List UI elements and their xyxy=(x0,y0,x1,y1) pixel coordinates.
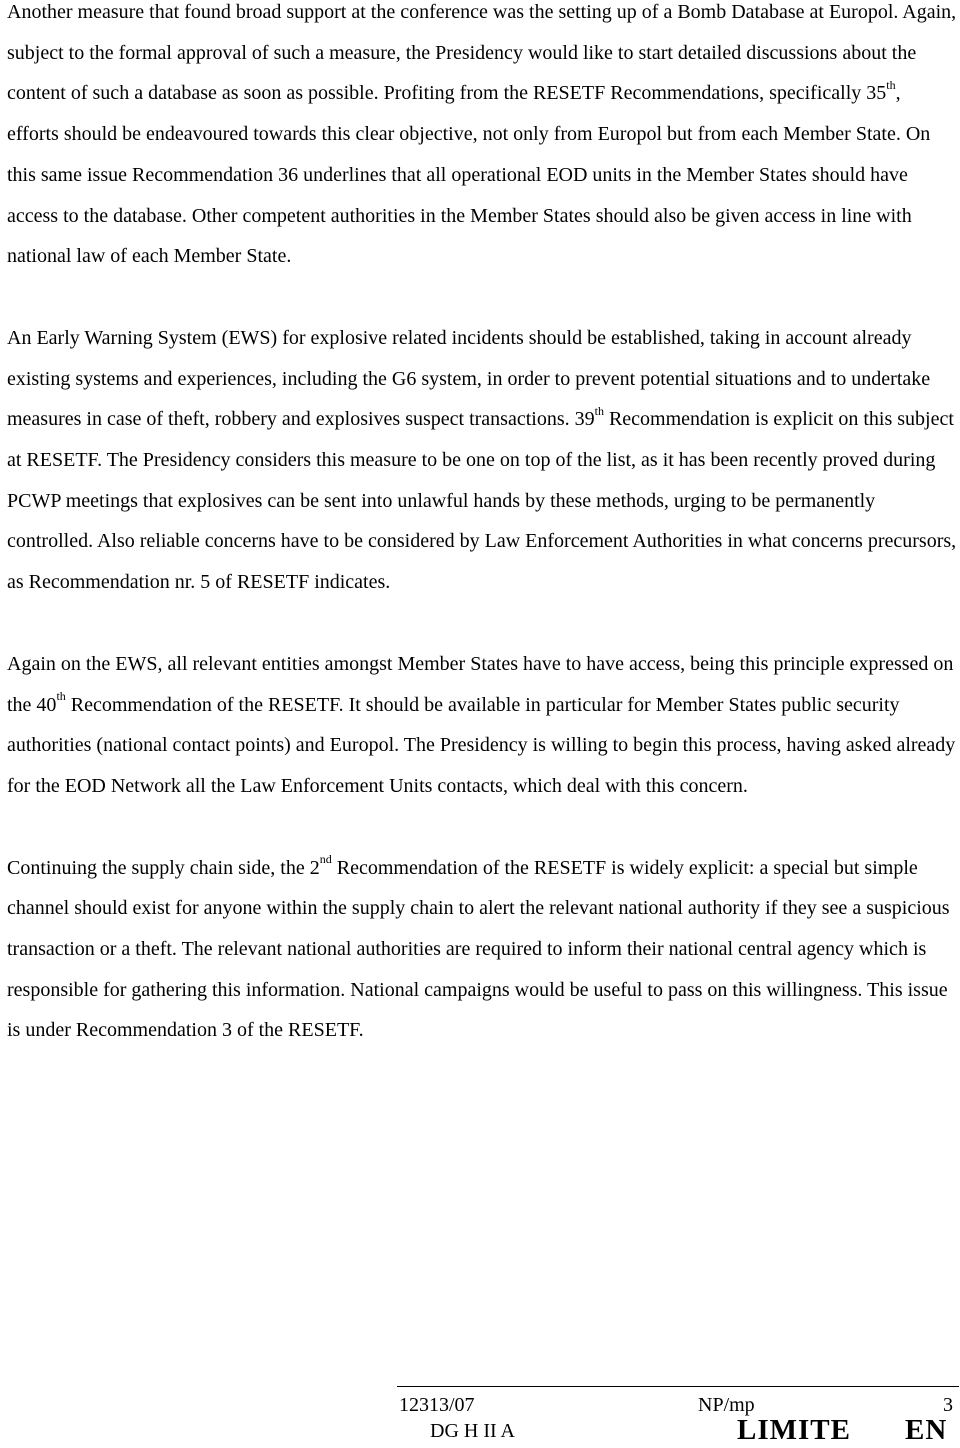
ordinal-suffix: th xyxy=(886,77,896,92)
paragraph-text: Recommendation of the RESETF is widely explicit: a special but simple channel should exist for anyone within the supply chain to alert the relevant national authority if they see a suspicious transaction or a theft. The relevant national authorities are required to inform their national central agency which is responsible for gathering this information. National campaigns would be useful to pass on this willingness. This issue is under Recommendation 3 of the RESETF. xyxy=(7,856,950,1042)
footer-page-number: 3 xyxy=(943,1394,953,1416)
document-body xyxy=(7,0,957,1092)
paragraph-text: Another measure that found broad support at the conference was the setting up of a Bomb Database at Europol. Again, subject to the formal approval of such a measure, the Presidency would like to start detailed discussions about the content of such a database as soon as possible. Profiting from the RESETF Recommendations, specifically 35 xyxy=(7,1,957,105)
footer-divider xyxy=(397,1386,959,1387)
footer-reference: NP/mp xyxy=(698,1394,755,1416)
ordinal-suffix: th xyxy=(594,403,604,418)
footer-doc-number: 12313/07 xyxy=(399,1394,475,1416)
ordinal-suffix: nd xyxy=(319,852,332,866)
paragraph-bomb-database xyxy=(7,0,957,277)
paragraph-ews-access xyxy=(7,644,957,807)
paragraph-text: Continuing the supply chain side, the 2 xyxy=(7,856,320,879)
ordinal-suffix: th xyxy=(56,688,66,703)
footer-directorate: DG H II A xyxy=(430,1420,515,1442)
paragraph-text: Recommendation is explicit on this subject at RESETF. The Presidency considers this measure to be one on top of the list, as it has been recently proved during PCWP meetings that explosives can be sent into unlawful hands by these methods, urging to be permanently controlled. Also reliable concerns have to be considered by Law Enforcement Authorities in what concerns precursors, as Recommendation nr. 5 of RESETF indicates. xyxy=(7,408,957,594)
paragraph-text: Again on the EWS, all relevant entities amongst Member States have to have access, being this principle expressed on the 40 xyxy=(7,652,954,716)
paragraph-text: , efforts should be endeavoured towards this clear objective, not only from Europol but from each Member State. On this same issue Recommendation 36 underlines that all operational EOD units in the Member States should have access to the database. Other competent authorities in the Member States should also be given access in line with national law of each Member State. xyxy=(7,82,931,268)
paragraph-early-warning-system xyxy=(7,318,957,603)
paragraph-text: An Early Warning System (EWS) for explosive related incidents should be established, taking in account already existing systems and experiences, including the G6 system, in order to prevent potential situations and to undertake measures in case of theft, robbery and explosives suspect transactions. 39 xyxy=(7,326,931,431)
footer-language: EN xyxy=(905,1414,948,1446)
paragraph-supply-chain xyxy=(7,848,957,1052)
footer-classification: LIMITE xyxy=(737,1414,851,1446)
paragraph-text: Recommendation of the RESETF. It should be available in particular for Member States public security authorities (national contact points) and Europol. The Presidency is willing to begin this process, having asked already for the EOD Network all the Law Enforcement Units contacts, which deal with this concern. xyxy=(7,693,956,797)
